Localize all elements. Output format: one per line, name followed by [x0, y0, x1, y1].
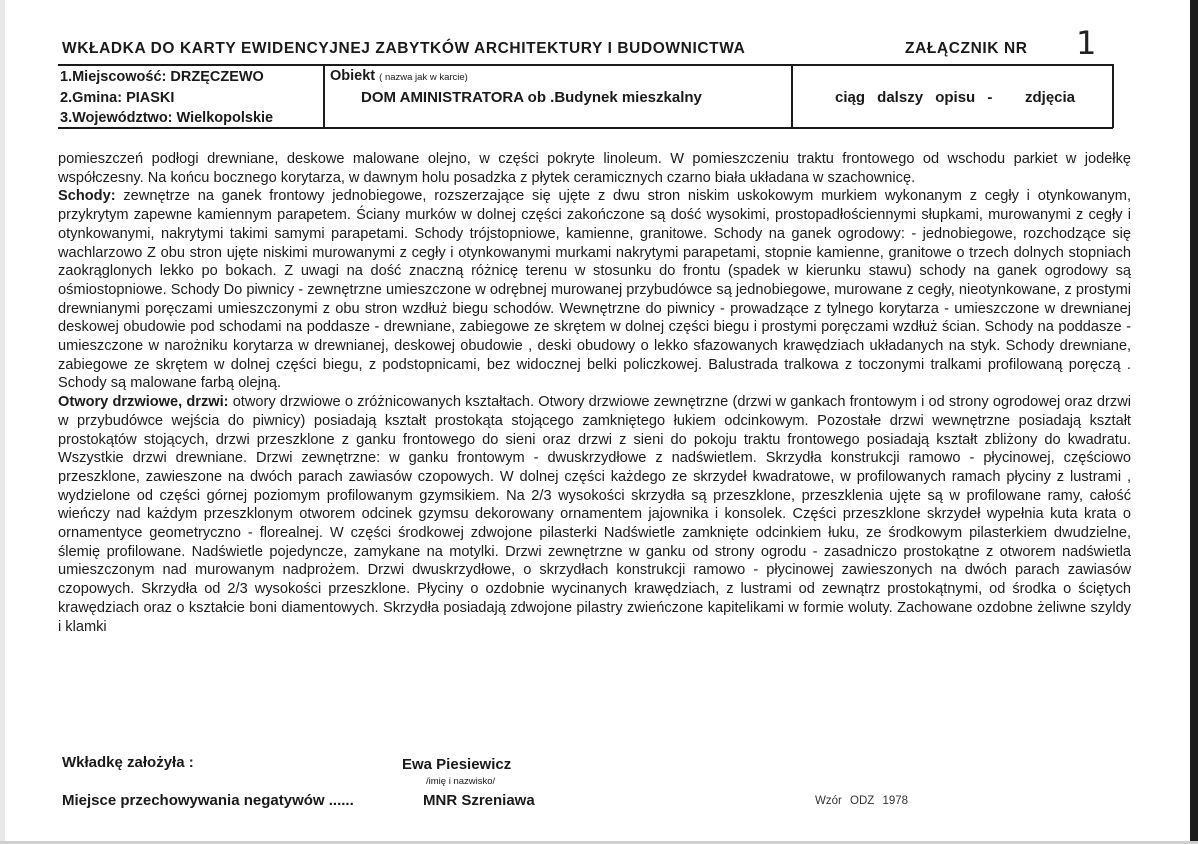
place-field	[60, 67, 273, 88]
floors-paragraph: pomieszczeń podłogi drewniane, deskowe malowane olejno, w części pokryte linoleum. W pomieszczeniu traktu frontowego od wschodu parkiet w jodełkę współczesny. Na końcu bocznego korytarza, w dawnym holu posadzka z płytek ceramicznych czarno biała układana w szachownicę.	[58, 151, 1131, 186]
scan-edge-right	[1190, 0, 1198, 844]
form-model: Wzór ODZ 1978	[815, 795, 909, 807]
doors-paragraph	[58, 393, 1131, 636]
stairs-heading: Schody:	[58, 188, 116, 205]
scan-edge-left	[0, 0, 5, 844]
header-top-rule	[58, 64, 1113, 66]
commune-field	[60, 88, 273, 109]
commune-num: 2.	[60, 89, 73, 106]
created-by-label: Wkładkę założyła :	[62, 754, 194, 771]
continuation-separator: -	[987, 89, 993, 106]
voivodeship-field	[60, 108, 273, 129]
doors-heading: Otwory drzwiowe, drzwi:	[58, 394, 229, 411]
stairs-paragraph	[58, 187, 1131, 393]
negatives-storage-label: Miejsce przechowywania negatywów ......	[62, 792, 354, 809]
continuation-photos: zdjęcia	[1025, 89, 1076, 106]
description-body	[58, 150, 1131, 636]
form-title: WKŁADKA DO KARTY EWIDENCYJNEJ ZABYTKÓW ARCHITEKTURY I BUDOWNICTWA	[62, 40, 746, 57]
stairs-text: zewnętrze na ganek frontowy jednobiegowe, rozszerzające się ujęte z dwu stron niskim uskokowym murkiem wykonanym z cegły i otynkowanym, przykrytym zapewne kamiennym parapetem. Ściany murków w dolnej części zakończone są dość wysokimi, prostopadłościennymi słupkami, murowanymi z cegły i otynkowanymi, nakrytymi takimi samymi parapetami. Schody trójstopniowe, kamienne, granitowe. Schody na ganek ogrodowy: - jednobiegowe, rozchodzące się wachlarzowo Z obu stron ujęte niskimi murowanymi z cegły i otynkowanymi murkami nakrytymi parapetami, stopnie kamienne, granitowe o trzech dolnych stopniach zaokrąglonych lekko po bokach. Z uwagi na dość znaczną różnicę terenu w stosunku do frontu (spadek w kierunku stawu) schody na ganek ogrodowy są ośmiostopniowe. Schody Do piwnicy - zewnętrzne umieszczone w odrębnej murowanej przybudówce są jednobiegowe, murowane z cegły, nieotynkowane, z prostymi drewnianymi poręczami umieszczonymi z obu stron wzdłuż biegu schodów. Wewnętrzne do piwnicy - prowadzące z tylnego korytarza - umieszczone w drewnianej deskowej obudowie pod schodami na poddasze - drewniane, zabiegowe ze skrętem w dolnej części biegu i prostymi poręczami wzdłuż ścian. Schody na poddasze - umieszczone w narożniku korytarza w drewnianej, deskowej obudowie , deski obudowy o lekko sfazowanych krawędziach układanych na styk. Schody drewniane, zabiegowe ze skrętem w dolnej części biegu, z podstopnicami, bez widocznej belki policzkowej. Balustrada tralkowa z toczonymi tralkami profilowaną poręczą . Schody są malowane farbą olejną.	[58, 188, 1131, 392]
object-label-text: Obiekt	[330, 68, 376, 84]
voivodeship-num: 3.	[60, 110, 73, 126]
continuation-description: ciąg dalszy opisu	[835, 89, 976, 106]
object-label-note: ( nazwa jak w karcie)	[379, 72, 468, 83]
created-by-note: /imię i nazwisko/	[426, 776, 496, 787]
place-num: 1.	[60, 69, 73, 85]
annex-number: 1	[1076, 24, 1097, 62]
annex-label: ZAŁĄCZNIK NR	[905, 40, 1028, 57]
commune-value: Gmina: PIASKI	[72, 89, 175, 106]
header-divider-right	[1112, 64, 1114, 128]
object-label	[330, 68, 468, 84]
header-divider-2	[791, 64, 793, 128]
object-name: DOM AMINISTRATORA ob .Budynek mieszkalny	[361, 89, 702, 106]
doors-text: otwory drzwiowe o zróżnicowanych kształtach. Otwory drzwiowe zewnętrzne (drzwi w gankach frontowym i od strony ogrodowej oraz drzwi w przybudówce wejścia do piwnicy) posiadają kształt prostokąta stojącego zamkniętego łukiem odcinkowym. Pozostałe drzwi wewnętrzne posiadają kształt prostokątów stojących, drzwi przeszklone z ganku frontowego do sieni oraz drzwi z sieni do pokoju traktu frontowego posiadają kształt zbliżony do kwadratu. Wszystkie drzwi drewniane. Drzwi zewnętrzne: w ganku frontowym - dwuskrzydłowe z nadświetlem. Skrzydła konstrukcji ramowo - płycinowej, częściowo przeszklone, zawieszone na dwóch parach zawiasów czopowych. W dolnej części każdego ze skrzydeł kwadratowe, w profilowanych ramach płyciny z lustrami , wydzielone od części górnej poziomym profilowanym gzymsikiem. Na 2/3 wysokości skrzydła są przeszklone, przeszklenia ujęte są w profilowane ramy, całość wieńczy nad każdym przeszklonym otworem odcinek gzymsu dekorowany ornamentem jajownika i konsolek. Części przeszklone skrzydeł wypełnia kuta krata o ornamentyce geometryczno - florealnej. W części środkowej zdwojone pilasterki Nadświetle zamknięte odcinkiem łuku, ze środkowym pilasterkiem dwudzielne, ślemię profilowane. Nadświetle pojedyncze, zamykane na motylki. Drzwi zewnętrzne w ganku od strony ogrodu - zasadniczo prostokątne z otworem nadświetla umieszczonym nad murowanym nadprożem. Drzwi dwuskrzydłowe, o skrzydłach konstrukcji ramowo - płycinowej zawieszonych na dwóch parach zawiasów czopowych. Skrzydła od 2/3 wysokości przeszklone. Płyciny o ozdobnie wycinanych krawędziach, z lustrami od zewnątrz prostokątnymi, od środka o ściętych krawędziach oraz o kształcie boni diamentowych. Skrzydła posiadają zdwojone pilastry zwieńczone kapitelikami w formie woluty. Zachowane ozdobne żeliwne szyldy i klamki	[58, 394, 1131, 635]
header-divider-1	[323, 64, 325, 128]
negatives-storage-value: MNR Szreniawa	[423, 792, 535, 809]
created-by-name: Ewa Piesiewicz	[402, 756, 512, 773]
voivodeship-value: Województwo: Wielkopolskie	[72, 110, 274, 126]
continuation-label	[835, 89, 992, 106]
place-value: Miejscowość: DRZĘCZEWO	[72, 69, 264, 85]
location-block	[60, 67, 273, 129]
